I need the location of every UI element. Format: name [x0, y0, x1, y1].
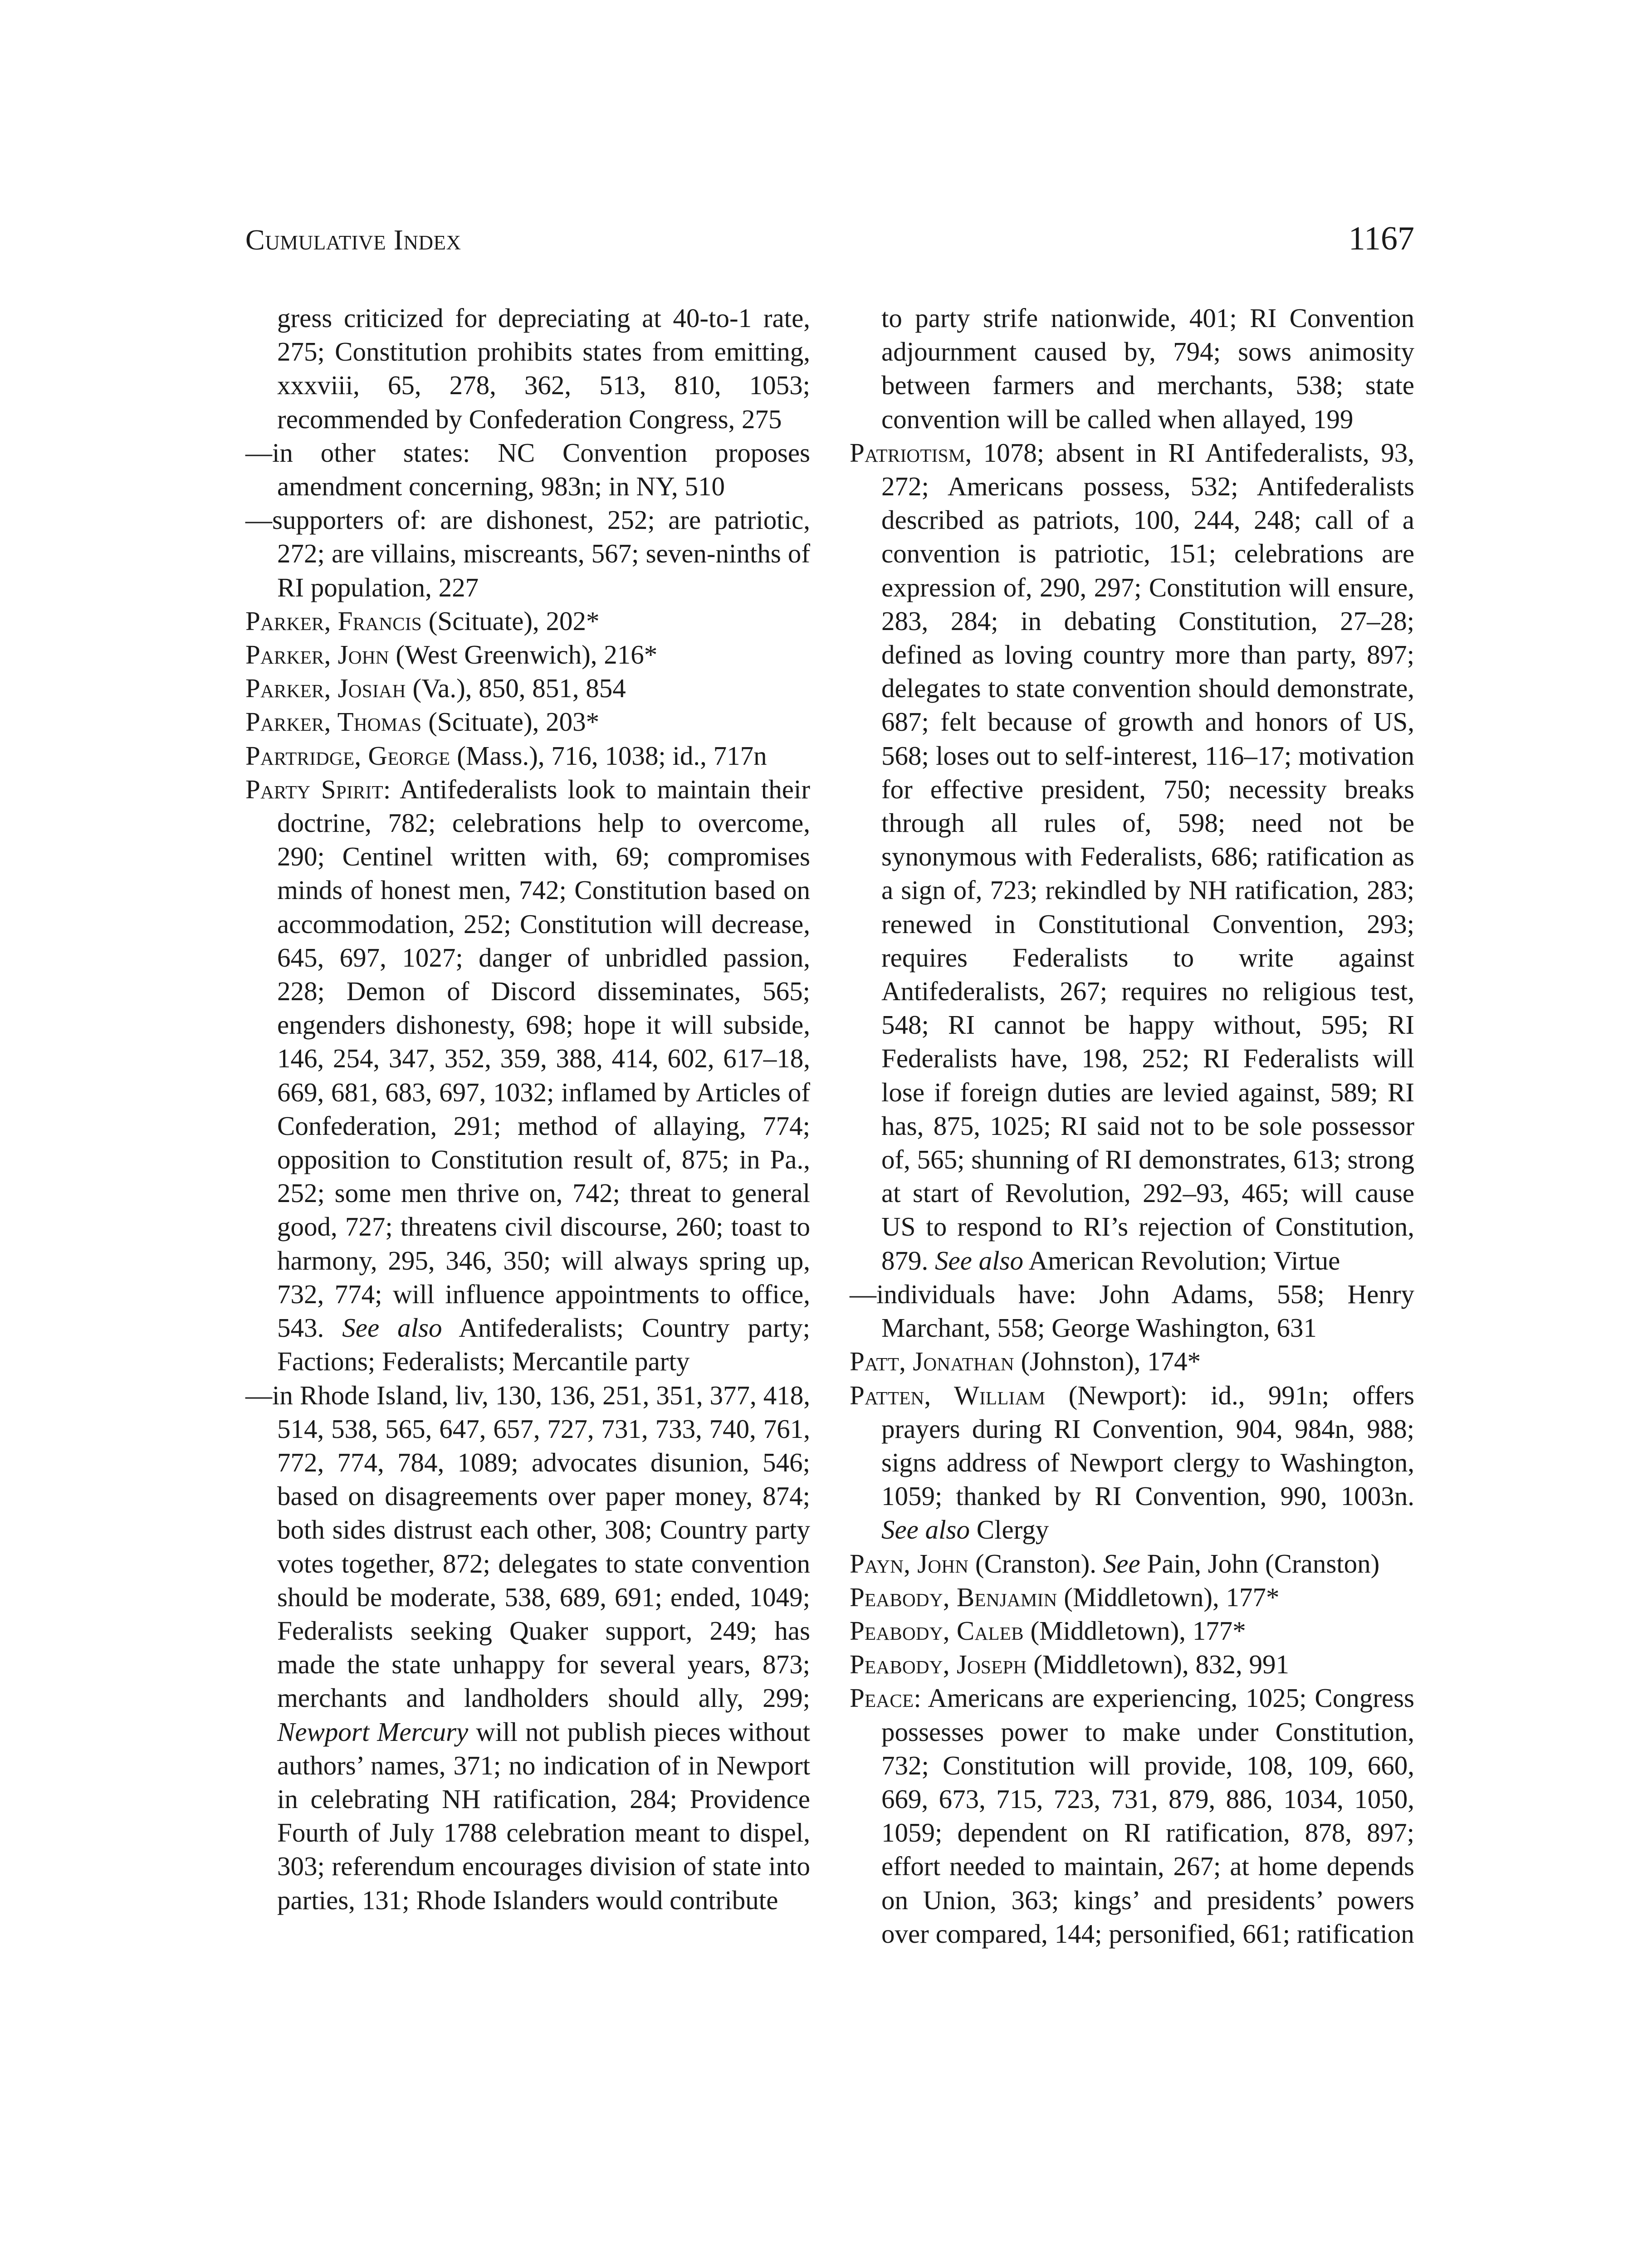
left-column [245, 301, 810, 1917]
page-number: 1167 [1348, 220, 1414, 257]
index-entry [850, 1614, 1414, 1647]
index-headword: Patriotism [850, 437, 965, 468]
index-entry-text: —in Rhode Island, liv, 130, 136, 251, 351, 377, 418, 514, 538, 565, 647, 657, 727, 731, 733, 740, 761, 772, 774, 784, 1089; advocates disunion, 546; based on disagreements over paper money, 874; both sides distrust each other, 308; Country party votes together, 872; delegates to state convention should be moderate, 538, 689, 691; ended, 1049; Federalists seeking Quaker support, 249; has made the state unhappy for several years, 873; merchants and landholders should ally, 299; [245, 1380, 810, 1713]
index-headword: Parker, Josiah [245, 673, 406, 704]
index-entry-text: (Cranston). [968, 1548, 1103, 1579]
see-text: Pain, John (Cranston) [1140, 1548, 1380, 1579]
see-also-text: American Revolution; Virtue [1023, 1245, 1340, 1276]
index-subentry [245, 1378, 810, 1917]
index-entry [850, 1344, 1414, 1378]
see-also-label: See also [881, 1515, 970, 1545]
index-entry-continuation: gress criticized for depreciating at 40-to-1 rate, 275; Constitution prohibits states from emitting, xxxviii, 65, 278, 362, 513, 810, 1053; recommended by Confederation Congress, 275 [277, 303, 810, 434]
index-entry-text: (Johnston), 174* [1014, 1346, 1201, 1377]
index-entry-text: (Va.), 850, 851, 854 [406, 673, 626, 704]
index-entry [245, 739, 810, 772]
index-entry-text: (Middletown), 177* [1057, 1582, 1280, 1612]
index-headword: Peabody, Caleb [850, 1615, 1024, 1646]
index-headword: Parker, John [245, 640, 389, 670]
index-entry-text: (Newport): id., 991n; offers prayers during RI Convention, 904, 984n, 988; signs address of Newport clergy to Washington, 1059; thanked by RI Convention, 990, 1003n. [881, 1380, 1415, 1511]
index-entry-text: (Middletown), 832, 991 [1027, 1649, 1289, 1680]
index-entry [850, 1547, 1414, 1580]
index-entry-text: , 1078; absent in RI Antifederalists, 93, 272; Americans possess, 532; Antifederalists described as patriots, 100, 244, 248; call of a convention is patriotic, 151; celebrations are expression of, 290, 297; Constitution will ensure, 283, 284; in debating Constitution, 27–28; defined as loving country more than party, 897; delegates to state convention should demonstrate, 687; felt because of growth and honors of US, 568; loses out to self-interest, 116–17; motivation for effective president, 750; necessity breaks through all rules of, 598; need not be synonymous with Federalists, 686; ratification as a sign of, 723; rekindled by NH ratification, 283; renewed in Constitutional Convention, 293; requires Federalists to write against Antifederalists, 267; requires no religious test, 548; RI cannot be happy without, 595; RI Federalists have, 198, 252; RI Federalists will lose if foreign duties are levied against, 589; RI has, 875, 1025; RI said not to be sole possessor of, 565; shunning of RI demonstrates, 613; strong at start of Revolution, 292–93, 465; will cause US to respond to RI’s rejection of Constitution, 879. [881, 437, 1414, 1276]
index-entry [850, 1580, 1414, 1614]
index-entry [850, 1378, 1414, 1547]
index-subentry: —supporters of: are dishonest, 252; are patriotic, 272; are villains, miscreants, 567; seven-ninths of RI population, 227 [245, 505, 810, 602]
see-label: See [1103, 1548, 1140, 1579]
index-entry-text: (West Greenwich), 216* [389, 640, 658, 670]
running-head-title: Cumulative Index [245, 224, 461, 256]
index-entry-text: : Americans are experiencing, 1025; Congress possesses power to make under Constitution, 732; Constitution will provide, 108, 109, 660, 669, 673, 715, 723, 731, 879, 886, 1034, 1050, 1059; dependent on RI ratification, 878, 897; effort needed to maintain, 267; at home depends on Union, 363; kings’ and presidents’ powers over compared, 144; personified, 661; ratification [881, 1683, 1414, 1949]
see-also-text: Clergy [969, 1515, 1049, 1545]
index-headword: Peabody, Joseph [850, 1649, 1027, 1680]
index-subentry: —individuals have: John Adams, 558; Henry Marchant, 558; George Washington, 631 [850, 1279, 1414, 1343]
index-entry-text: will not publish pieces without authors’ names, 371; no indication of in Newport in celebrating NH ratification, 284; Providence Fourth of July 1788 celebration meant to dispel, 303; referendum encourages division of state into parties, 131; Rhode Islanders would contribute [277, 1716, 810, 1915]
index-entry [245, 705, 810, 738]
index-entry-text: (Middletown), 177* [1023, 1615, 1246, 1646]
index-entry-text: : Antifederalists look to maintain their doctrine, 782; celebrations help to overcome, 290; Centinel written with, 69; compromises minds of honest men, 742; Constitution based on accommodation, 252; Constitution will decrease, 645, 697, 1027; danger of unbridled passion, 228; Demon of Discord disseminates, 565; engenders dishonesty, 698; hope it will subside, 146, 254, 347, 352, 359, 388, 414, 602, 617–18, 669, 681, 683, 697, 1032; inflamed by Articles of Confederation, 291; method of allaying, 774; opposition to Constitution result of, 875; in Pa., 252; some men thrive on, 742; threat to general good, 727; threatens civil discourse, 260; toast to harmony, 295, 346, 350; will always spring up, 732, 774; will influence appointments to office, 543. [277, 774, 810, 1343]
see-also-text: Antifederalists; Country party; Factions; Federalists; Mercantile party [277, 1313, 811, 1377]
index-entry [245, 638, 810, 671]
index-entry [245, 604, 810, 638]
index-headword: Parker, Francis [245, 606, 422, 636]
see-also-label: See also [342, 1313, 442, 1343]
index-headword: Payn, John [850, 1548, 969, 1579]
right-column [850, 301, 1414, 1950]
index-entry [850, 1647, 1414, 1681]
index-headword: Peace [850, 1683, 914, 1713]
index-headword: Patt, Jonathan [850, 1346, 1014, 1377]
index-headword: Party Spirit [245, 774, 383, 804]
index-entry [245, 671, 810, 705]
newspaper-title: Newport Mercury [277, 1716, 469, 1747]
index-subentry: —in other states: NC Convention proposes amendment concerning, 983n; in NY, 510 [245, 437, 810, 502]
index-entry-text: (Mass.), 716, 1038; id., 717n [450, 740, 767, 771]
index-entry-text: (Scituate), 202* [421, 606, 600, 636]
index-entry [245, 772, 810, 1378]
index-entry [850, 1681, 1414, 1950]
index-entry-text: (Scituate), 203* [421, 707, 600, 737]
index-entry-continuation: to party strife nationwide, 401; RI Convention adjournment caused by, 794; sows animosity between farmers and merchants, 538; state convention will be called when allayed, 199 [881, 303, 1414, 434]
see-also-label: See also [935, 1245, 1023, 1276]
index-headword: Partridge, George [245, 740, 450, 771]
index-entry [850, 436, 1414, 1277]
index-headword: Parker, Thomas [245, 707, 422, 737]
index-headword: Peabody, Benjamin [850, 1582, 1057, 1612]
running-head [245, 220, 1414, 260]
index-headword: Patten, William [850, 1380, 1046, 1410]
